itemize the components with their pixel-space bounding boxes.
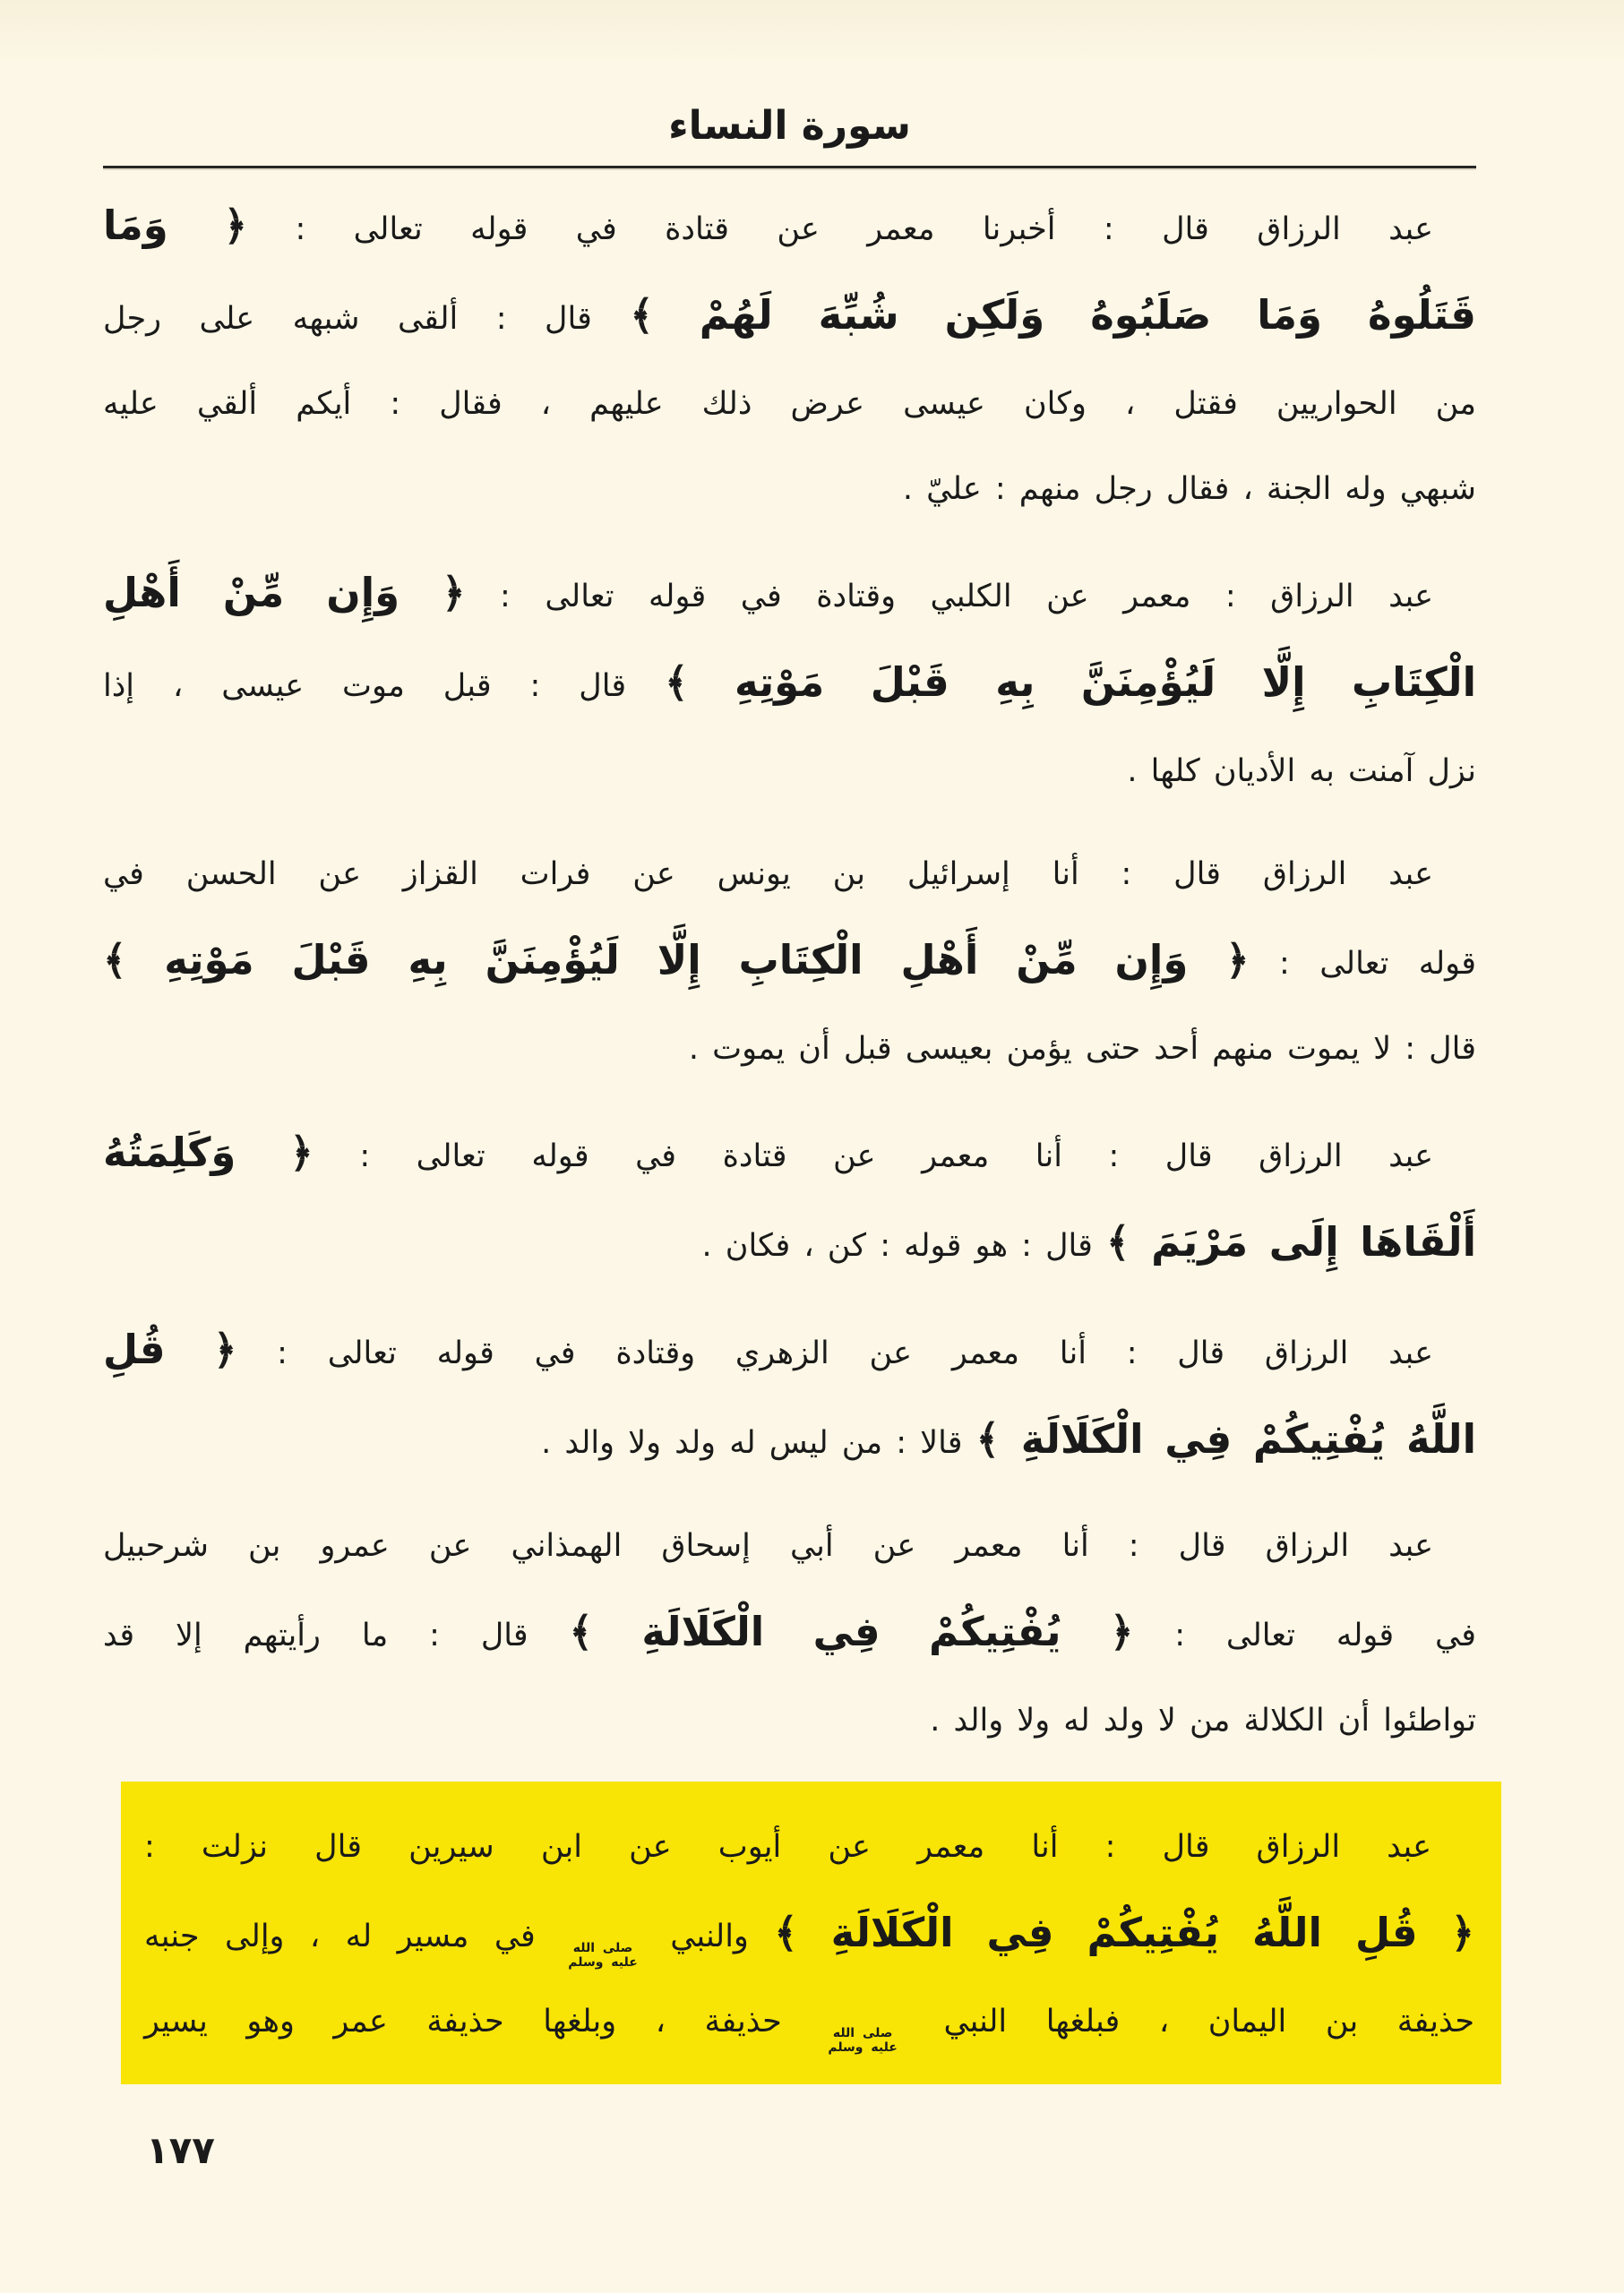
body-text: قال : قبل موت عيسى ، إذا: [103, 668, 666, 705]
text-line: [103, 183, 1476, 272]
quran-verse: ﴿ قُلِ: [103, 1326, 237, 1374]
text-line: [103, 1199, 1476, 1289]
body-text: عبد الرزاق قال : أنا معمر عن أيوب عن ابن سيرين قال نزلت :: [144, 1829, 1431, 1866]
body-text: عبد الرزاق قال : أنا إسرائيل بن يونس عن فرات القزاز عن الحسن في: [103, 856, 1433, 893]
quran-verse: ﴿ قُلِ اللَّهُ يُفْتِيكُمْ فِي الْكَلَالَةِ ﴾: [774, 1909, 1474, 1957]
text-line: [144, 1980, 1474, 2065]
body-text: في قوله تعالى :: [1133, 1618, 1476, 1654]
hadith-paragraph: [103, 183, 1476, 532]
quran-verse: ﴿ يُفْتِيكُمْ فِي الْكَلَالَةِ ﴾: [569, 1608, 1134, 1656]
body-text: والنبي: [644, 1919, 775, 1955]
body-text: حذيفة بن اليمان ، فبلغها النبي: [904, 2004, 1474, 2040]
body-text: عبد الرزاق قال : أنا معمر عن الزهري وقتادة في قوله تعالى :: [236, 1335, 1433, 1372]
body-text: عبد الرزاق قال : أنا معمر عن قتادة في قوله تعالى :: [313, 1138, 1433, 1175]
body-column: [103, 183, 1476, 2084]
hadith-paragraph: [103, 1504, 1476, 1764]
body-text: عبد الرزاق قال : أخبرنا معمر عن قتادة في قوله تعالى :: [247, 211, 1433, 248]
body-text: في مسير له ، وإلى جنبه: [144, 1919, 562, 1955]
text-line: [103, 1589, 1476, 1679]
quran-verse: قَتَلُوهُ وَمَا صَلَبُوهُ وَلَكِن شُبِّهَ لَهُمْ ﴾: [630, 291, 1476, 339]
body-text: عبد الرزاق قال : أنا معمر عن أبي إسحاق الهمذاني عن عمرو بن شرحبيل: [103, 1528, 1433, 1565]
text-line: [103, 1504, 1476, 1589]
body-text: حذيفة ، وبلغها حذيفة عمر وهو يسير: [144, 2004, 821, 2040]
text-line: [103, 550, 1476, 640]
saw-honorific: صلى الله عليه وسلم: [828, 2026, 898, 2056]
body-text: قوله تعالى :: [1249, 946, 1476, 983]
hadith-paragraph: [103, 550, 1476, 814]
text-line: [103, 272, 1476, 362]
text-line: [103, 832, 1476, 917]
hadith-paragraph: [103, 832, 1476, 1092]
quran-verse: ﴿ وَمَا: [103, 202, 248, 250]
body-text: قال : هو قوله : كن ، فكان .: [701, 1228, 1107, 1265]
body-text: شبهي وله الجنة ، فقال رجل منهم : عليّ .: [902, 471, 1476, 508]
text-line: [103, 1110, 1476, 1199]
text-line: [103, 362, 1476, 447]
text-line: [144, 1805, 1474, 1890]
body-text: قال : لا يموت منهم أحد حتى يؤمن بعيسى قبل أن يموت .: [688, 1031, 1476, 1068]
body-text: قالا : من ليس له ولد ولا والد .: [541, 1425, 976, 1462]
page-header: [103, 0, 1476, 168]
quran-verse: ﴿ وَإِن مِّنْ أَهْلِ: [103, 569, 466, 617]
text-line: [103, 1307, 1476, 1396]
body-text: قال : ما رأيتهم إلا قد: [103, 1618, 570, 1654]
body-text: نزل آمنت به الأديان كلها .: [1127, 753, 1476, 790]
page-number: ١٧٧: [146, 2128, 215, 2172]
quran-verse: ﴿ وَإِن مِّنْ أَهْلِ الْكِتَابِ إِلَّا لَيُؤْمِنَنَّ بِهِ قَبْلَ مَوْتِهِ ﴾: [103, 936, 1250, 984]
quran-verse: اللَّهُ يُفْتِيكُمْ فِي الْكَلَالَةِ ﴾: [975, 1415, 1476, 1464]
body-text: تواطئوا أن الكلالة من لا ولد له ولا والد .: [930, 1703, 1476, 1739]
text-line: [103, 1679, 1476, 1764]
text-line: [103, 917, 1476, 1007]
text-line: [103, 640, 1476, 729]
header-rule: [103, 166, 1476, 168]
surah-title: سورة النساء: [668, 103, 911, 149]
text-line: [144, 1890, 1474, 1980]
saw-honorific: صلى الله عليه وسلم: [568, 1941, 638, 1971]
text-line: [103, 1007, 1476, 1092]
text-line: [103, 1396, 1476, 1486]
hadith-paragraph: [103, 1110, 1476, 1289]
body-text: من الحواريين فقتل ، وكان عيسى عرض ذلك عليهم ، فقال : أيكم ألقي عليه: [103, 386, 1476, 423]
text-line: [103, 447, 1476, 532]
body-text: قال : ألقى شبهه على رجل: [103, 301, 631, 338]
text-line: [103, 729, 1476, 814]
hadith-paragraph: [103, 1307, 1476, 1486]
highlighted-paragraph: [121, 1782, 1501, 2084]
body-text: عبد الرزاق : معمر عن الكلبي وقتادة في قوله تعالى :: [465, 579, 1433, 615]
quran-verse: ﴿ وَكَلِمَتُهُ: [103, 1129, 314, 1177]
quran-verse: الْكِتَابِ إِلَّا لَيُؤْمِنَنَّ بِهِ قَبْلَ مَوْتِهِ ﴾: [665, 658, 1476, 707]
quran-verse: أَلْقَاهَا إِلَى مَرْيَمَ ﴾: [1106, 1218, 1476, 1267]
